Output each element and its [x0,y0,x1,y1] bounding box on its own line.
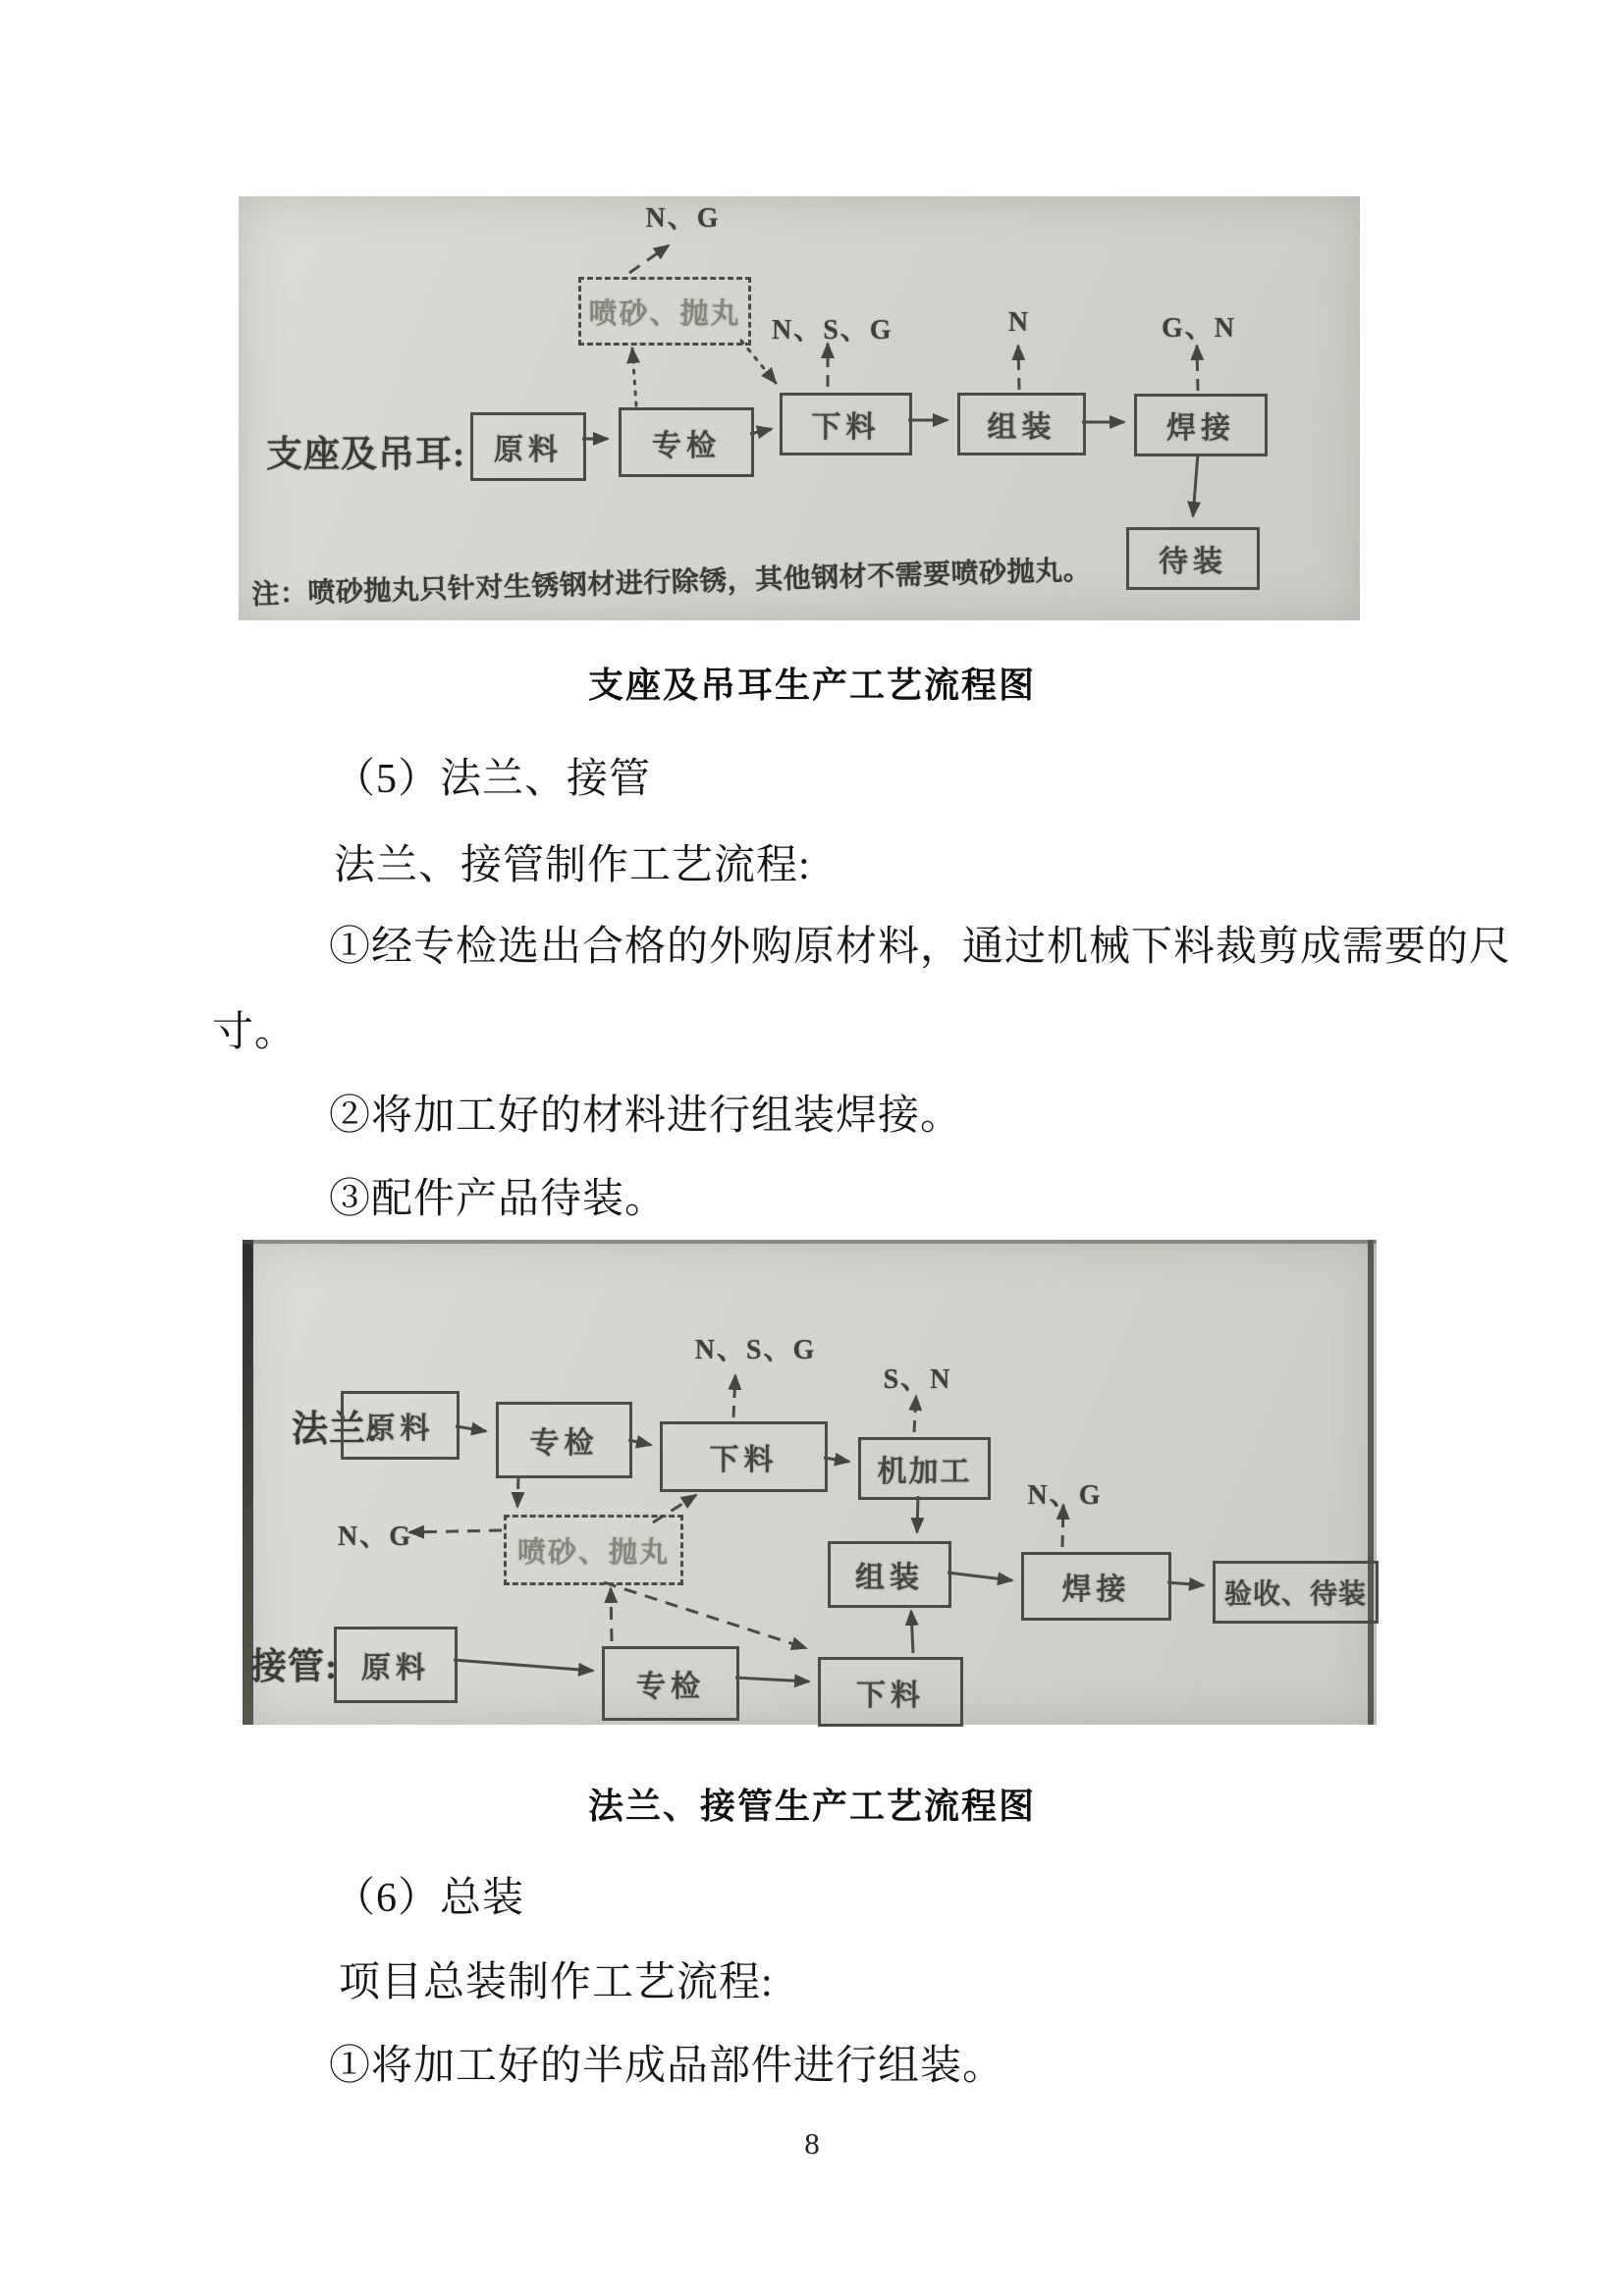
page-number: 8 [804,2126,820,2161]
figure2-node-machining: 机加工 [858,1437,991,1500]
figure2-pipe-row-label: 接管: [250,1647,339,1687]
figure1-mark-ng: N、G [645,203,721,234]
figure2-pipe-node-raw-material: 原料 [334,1627,458,1703]
figure1-node-welding: 焊接 [1134,394,1268,456]
section6-heading: （6）总装 [334,1876,525,1921]
figure1-row-label: 支座及吊耳: [266,435,466,475]
figure2-node-acceptance-awaiting-assembly: 验收、待装 [1213,1561,1379,1624]
figure2-mark-nsg: N、S、G [694,1335,817,1365]
figure1-caption: 支座及吊耳生产工艺流程图 [587,665,1036,705]
section5-item-1-cont: 寸。 [212,1010,298,1055]
figure2-flange-node-special-inspection: 专检 [496,1402,632,1478]
figure2-mark-ng-top: N、G [1027,1480,1103,1511]
figure2-pipe-node-blanking: 下料 [818,1657,963,1727]
section5-item-3: ③配件产品待装。 [329,1177,668,1222]
figure1-node-assembly: 组装 [957,393,1086,455]
figure2-mark-sn: S、N [883,1364,952,1395]
figure2-node-welding: 焊接 [1021,1552,1171,1621]
figure1-node-raw-material: 原料 [470,412,586,481]
section5-intro: 法兰、接管制作工艺流程: [334,843,811,888]
figure2-pipe-node-special-inspection: 专检 [602,1646,739,1721]
figure1-note: 注：喷砂抛丸只针对生锈钢材进行除锈，其他钢材不需要喷砂抛丸。 [251,555,1092,612]
figure2-node-assembly: 组装 [828,1541,951,1608]
figure2-caption: 法兰、接管生产工艺流程图 [587,1786,1036,1826]
figure1-node-sandblasting: 喷砂、抛丸 [578,277,751,346]
figure2-flange-node-blanking: 下料 [660,1421,828,1492]
figure1-node-awaiting-assembly: 待装 [1126,527,1260,590]
figure1-node-blanking: 下料 [780,393,912,455]
section5-heading: （5）法兰、接管 [334,757,652,802]
figure2-flange-node-raw-material: 原料 [341,1391,460,1460]
section5-item-2: ②将加工好的材料进行组装焊接。 [329,1094,963,1139]
section6-item-1: ①将加工好的半成品部件进行组装。 [329,2044,1005,2089]
figure1-scan-photo [239,196,1360,620]
figure1-mark-gn: G、N [1161,313,1236,344]
figure1-node-special-inspection: 专检 [619,407,754,477]
figure2-scan-photo [243,1240,1377,1725]
figure1-mark-nsg: N、S、G [772,315,893,346]
figure1-mark-n: N [1007,307,1031,338]
section6-intro: 项目总装制作工艺流程: [339,1960,774,2005]
section5-item-1: ①经专检选出合格的外购原材料，通过机械下料裁剪成需要的尺 [329,925,1512,970]
figure2-node-sandblasting: 喷砂、抛丸 [504,1515,683,1585]
figure2-mark-ng-left: N、G [337,1522,412,1552]
figure2-flange-row-label: 法兰: [292,1410,380,1450]
